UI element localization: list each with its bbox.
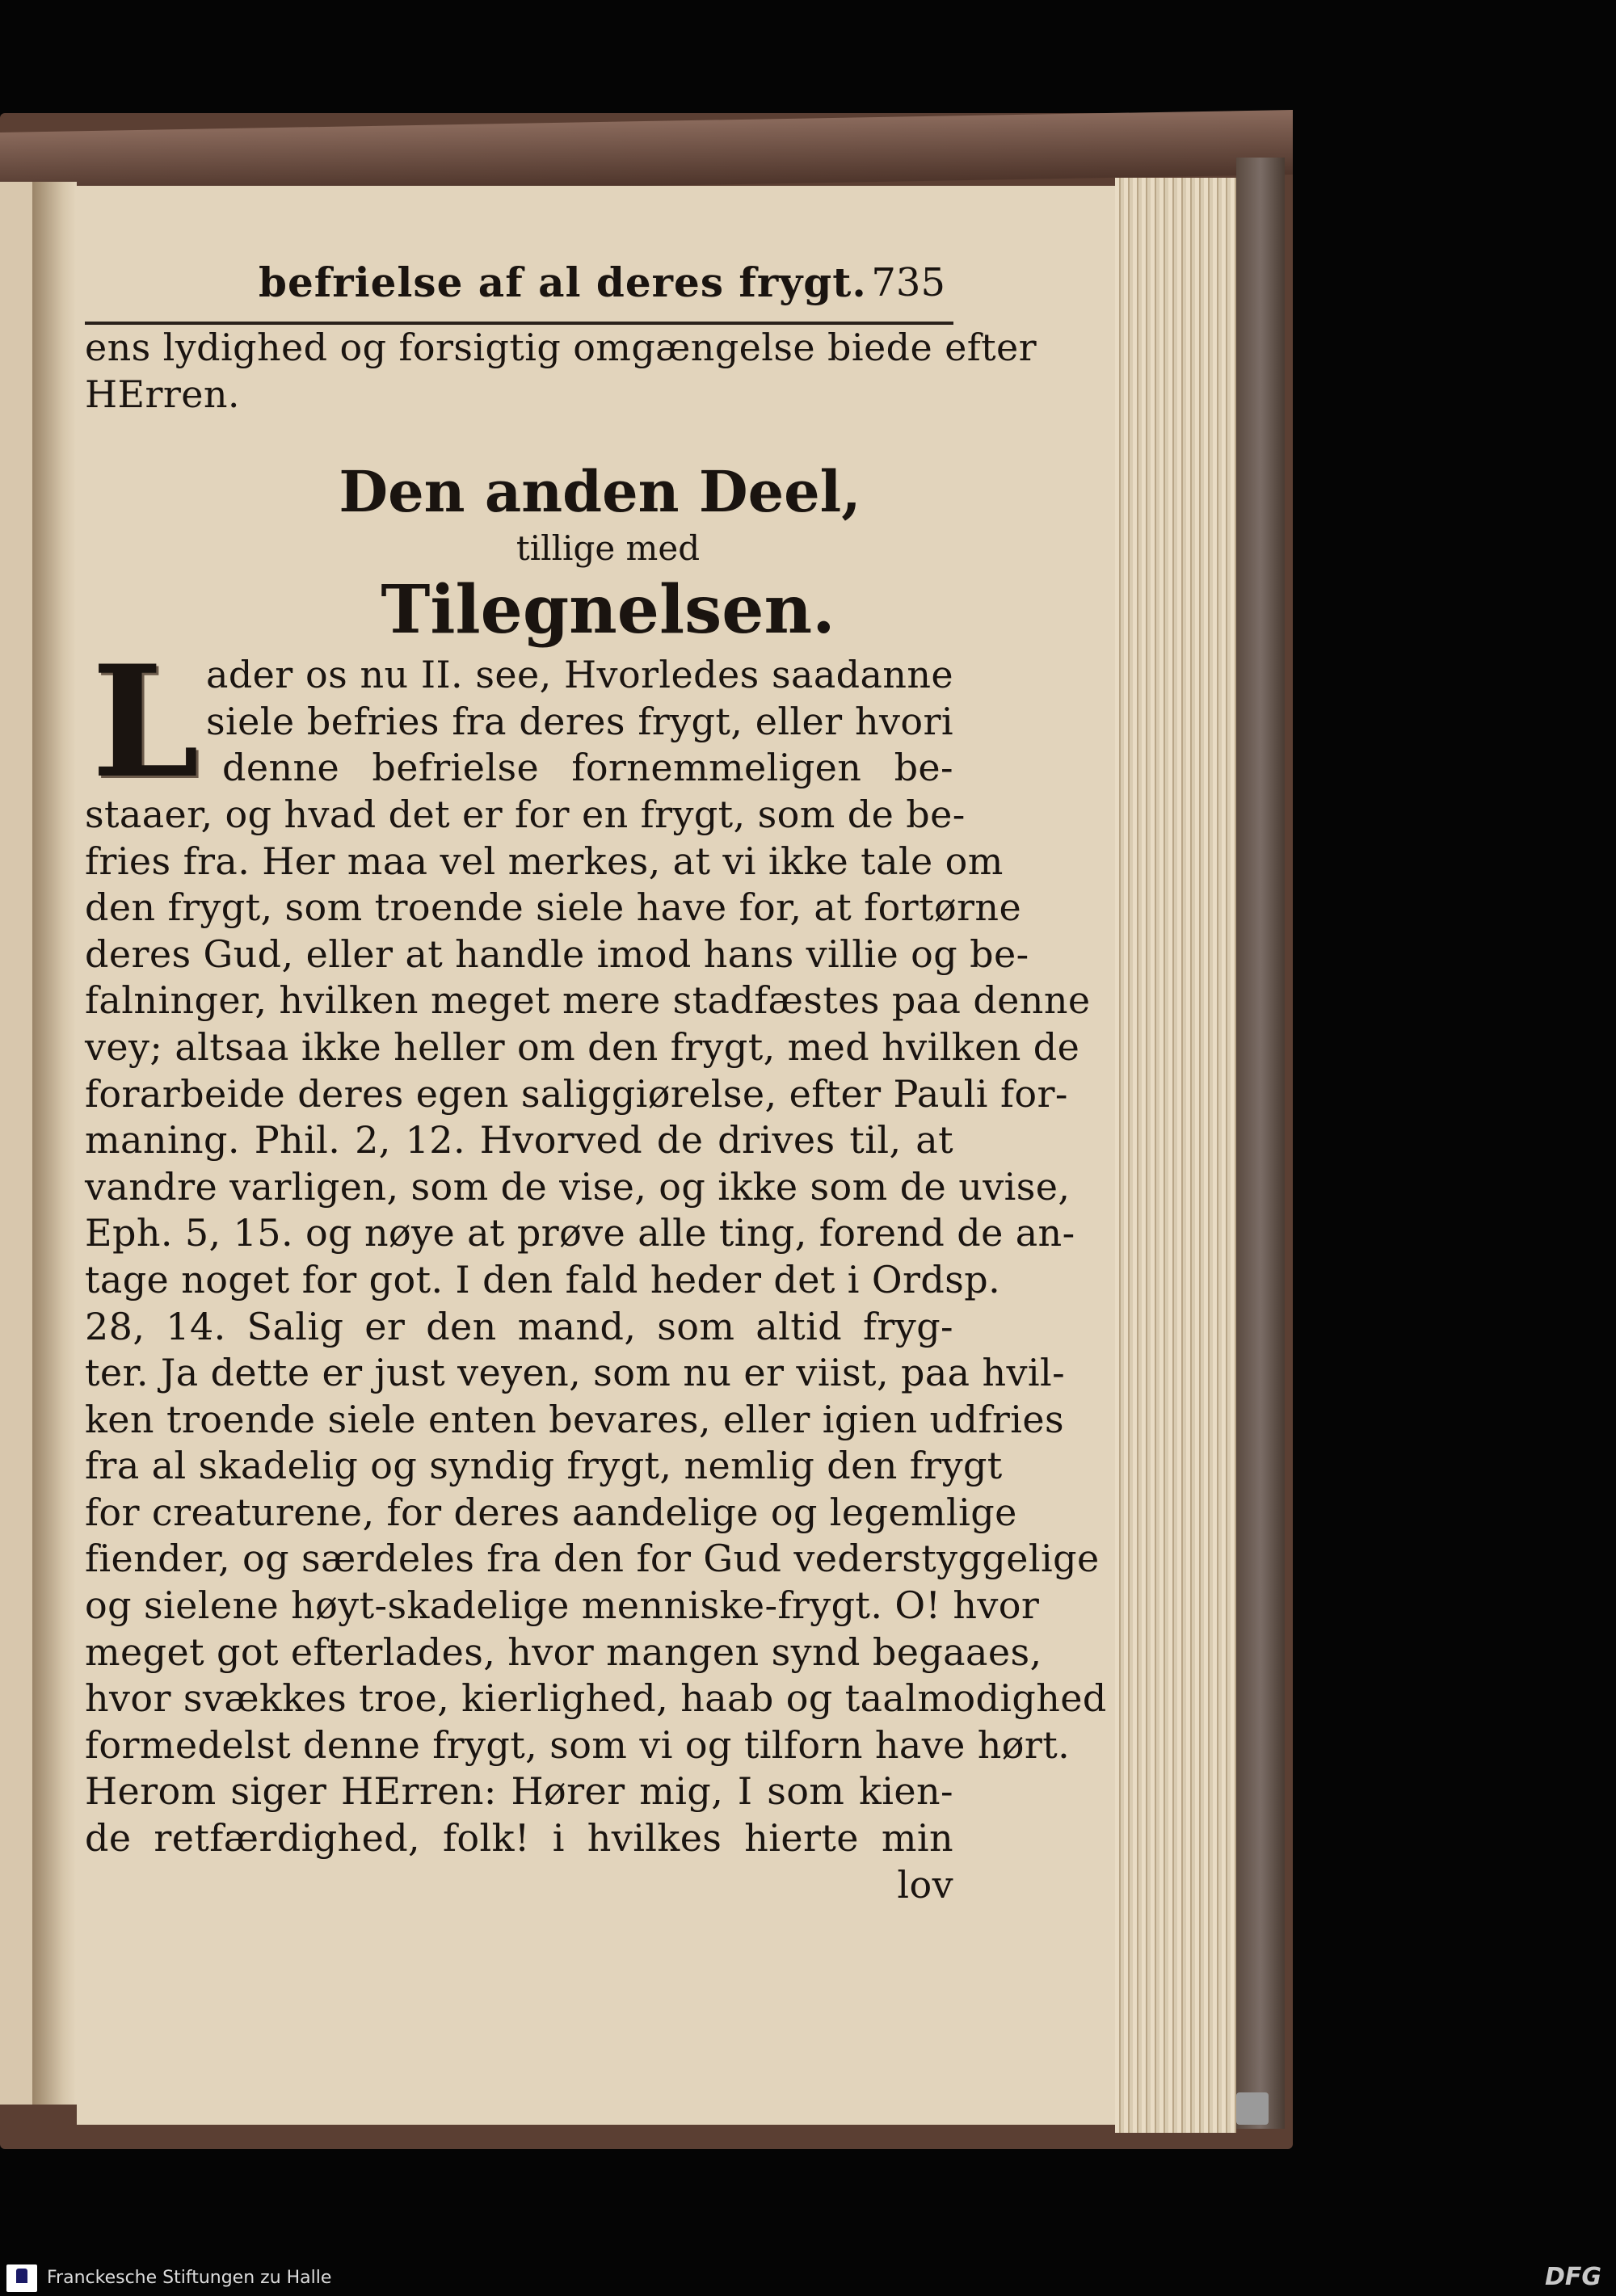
- text-line: ader os nu II. see, Hvorledes saadanne: [206, 653, 953, 697]
- first-paragraph: [85, 632, 1107, 1908]
- section-heading: Den anden Deel,: [339, 458, 861, 526]
- page-text: [85, 259, 1107, 1908]
- text-line: de retfærdighed, folk! i hvilkes hierte min: [85, 1816, 953, 1861]
- text-line: for creaturene, for deres aandelige og legemlige: [85, 1490, 1017, 1534]
- text-line: fiender, og særdeles fra den for Gud vederstyggelige: [85, 1537, 1100, 1581]
- text-line: fra al skadelig og syndig frygt, nemlig den frygt: [85, 1444, 1003, 1488]
- text-line: deres Gud, eller at handle imod hans villie og be-: [85, 931, 1029, 976]
- text-line: siele befries fra deres frygt, eller hvori: [206, 699, 953, 743]
- page-block-edges: [1115, 178, 1236, 2133]
- text-line: HErren.: [85, 372, 240, 416]
- text-line: tage noget for got. I den fald heder det i Ordsp.: [85, 1257, 1001, 1301]
- text-line: formedelst denne frygt, som vi og tilforn have hørt.: [85, 1722, 1071, 1767]
- text-line: Herom siger HErren: Hører mig, I som kien-: [85, 1769, 953, 1814]
- text-line: vey; altsaa ikke heller om den frygt, med hvilken de: [85, 1024, 1080, 1069]
- text-line: falninger, hvilken meget mere stadfæstes paa denne: [85, 978, 1091, 1023]
- viewer-footer: [0, 2260, 1616, 2296]
- text-line: og sielene høyt-skadelige menniske-frygt. O! hvor: [85, 1583, 1040, 1628]
- text-line: fries fra. Her maa vel merkes, at vi ikke tale om: [85, 839, 1004, 883]
- text-line: maning. Phil. 2, 12. Hvorved de drives til, at: [85, 1118, 953, 1163]
- metal-corner-plate: [1236, 2092, 1269, 2125]
- text-line: forarbeide deres egen saliggiørelse, efter Pauli for-: [85, 1071, 1068, 1116]
- text-line: ter. Ja dette er just veyen, som nu er viist, paa hvil-: [85, 1351, 1066, 1395]
- running-head: befrielse af al deres frygt.: [259, 259, 867, 306]
- facing-page-edge: [0, 182, 35, 2105]
- text-line: hvor svækkes troe, kierlighed, haab og taalmodighed: [85, 1676, 1107, 1721]
- text-line: 28, 14. Salig er den mand, som altid fryg-: [85, 1304, 953, 1348]
- institution-name: Franckesche Stiftungen zu Halle: [47, 2268, 332, 2288]
- text-line: staaer, og hvad det er for en frygt, som de be-: [85, 792, 966, 836]
- page-number: 735: [871, 260, 945, 305]
- page-gutter: [32, 182, 77, 2105]
- text-line: den frygt, som troende siele have for, at fortørne: [85, 885, 1022, 930]
- catchword: lov: [897, 1862, 953, 1907]
- text-line: Eph. 5, 15. og nøye at prøve alle ting, forend de an-: [85, 1211, 1075, 1255]
- section-title: Tilegnelsen.: [381, 571, 835, 650]
- back-cover-board: [1236, 158, 1285, 2129]
- ornamental-drop-cap: L: [91, 632, 200, 813]
- institution-logo-icon: [6, 2264, 37, 2292]
- dfg-logo: DFG: [1544, 2263, 1601, 2291]
- text-line: ens lydighed og forsigtig omgængelse biede efter: [85, 326, 1037, 369]
- section-subheading: tillige med: [516, 528, 701, 569]
- text-line: denne befrielse fornemmeligen be-: [222, 746, 953, 790]
- text-line: vandre varligen, som de vise, og ikke som de uvise,: [85, 1164, 1071, 1209]
- page-header: [85, 259, 953, 325]
- text-line: ken troende siele enten bevares, eller igien udfries: [85, 1397, 1064, 1441]
- text-line: meget got efterlades, hvor mangen synd begaaes,: [85, 1629, 1042, 1674]
